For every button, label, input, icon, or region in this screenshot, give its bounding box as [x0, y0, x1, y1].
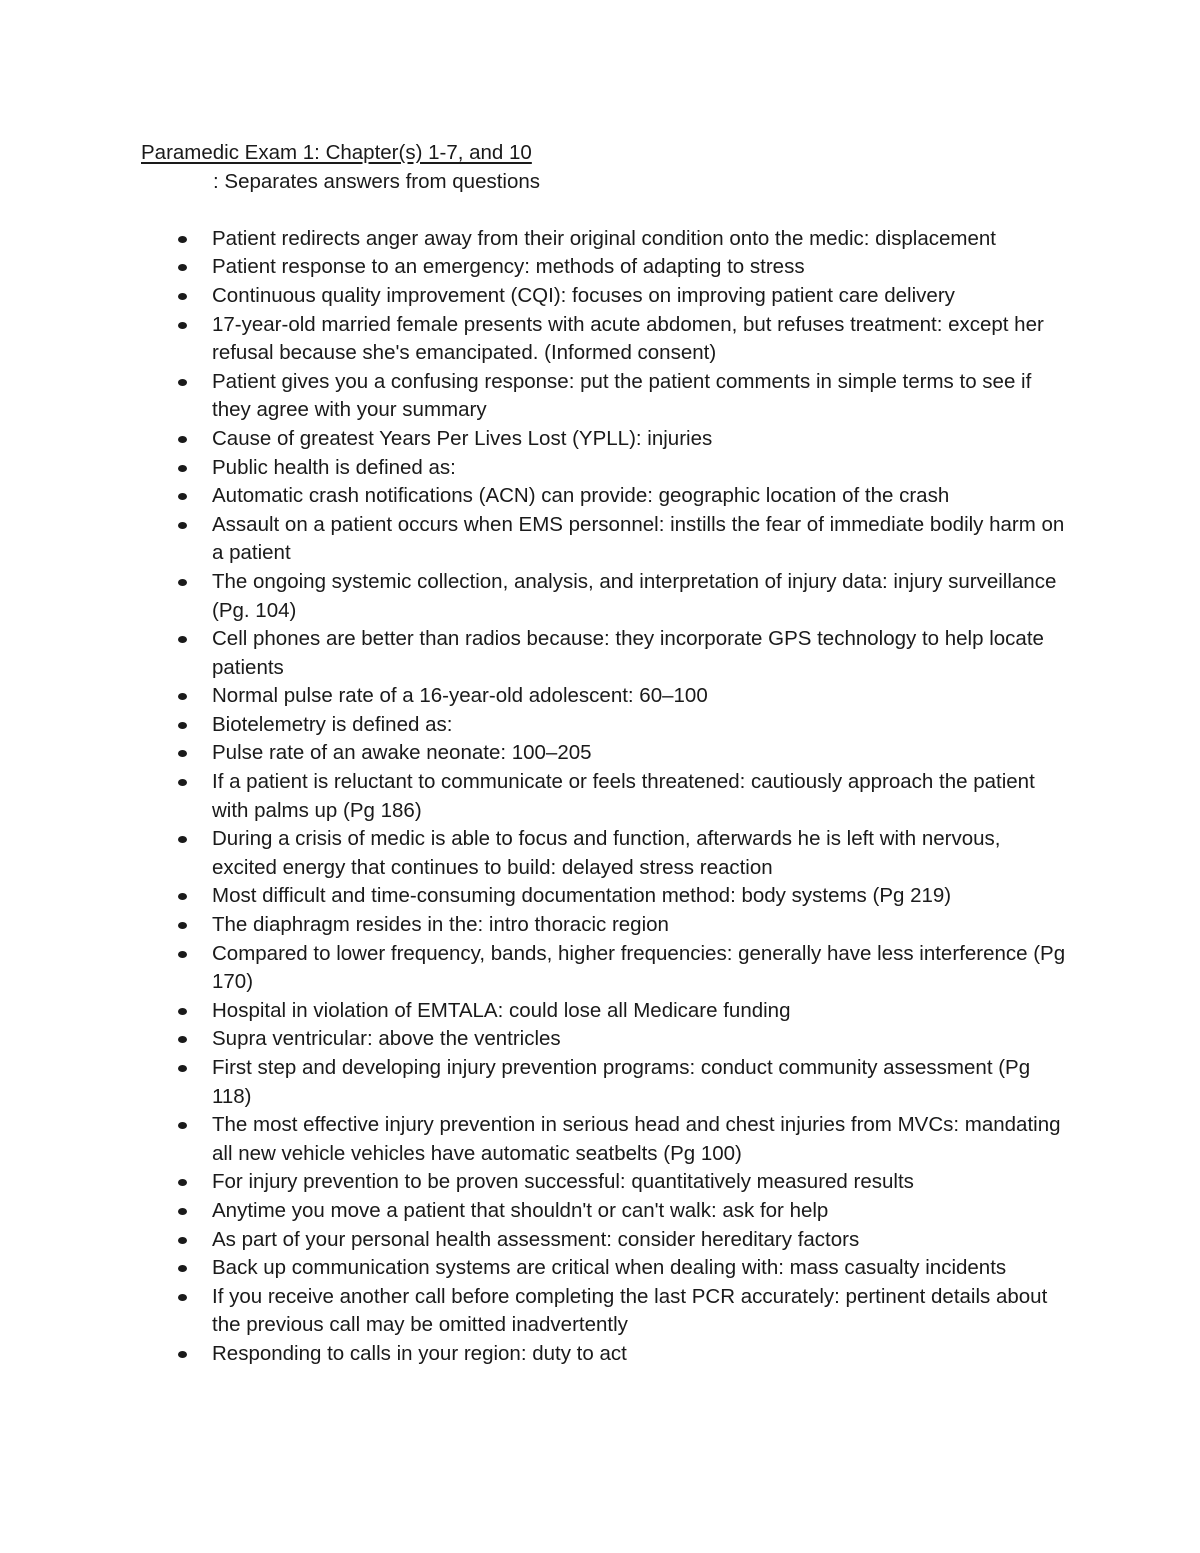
- list-item: [141, 1054, 1071, 1111]
- bullet-icon: [178, 836, 187, 843]
- bullet-icon: [178, 293, 187, 300]
- bullet-icon: [178, 693, 187, 700]
- list-item-text: Cell phones are better than radios because: they incorporate GPS technology to help locate patients: [212, 627, 1044, 679]
- list-item: [141, 625, 1071, 682]
- list-item: [141, 454, 1071, 483]
- list-item-text: Automatic crash notifications (ACN) can provide: geographic location of the crash: [212, 484, 950, 508]
- list-item: [141, 911, 1071, 940]
- bullet-icon: [178, 322, 187, 329]
- list-item: [141, 1340, 1071, 1369]
- bullet-icon: [178, 264, 187, 271]
- list-item-text: Back up communication systems are critical when dealing with: mass casualty incidents: [212, 1256, 1007, 1280]
- list-item: [141, 997, 1071, 1026]
- list-item: [141, 682, 1071, 711]
- list-item-text: If a patient is reluctant to communicate or feels threatened: cautiously approach the patient with palms up (Pg 186): [212, 770, 1035, 822]
- list-item: [141, 482, 1071, 511]
- bullet-icon: [178, 750, 187, 757]
- list-item: [141, 1254, 1071, 1283]
- bullet-icon: [178, 922, 187, 929]
- document-body: [141, 139, 1071, 1369]
- list-item-text: Normal pulse rate of a 16-year-old adolescent: 60–100: [212, 684, 708, 708]
- document-title: Paramedic Exam 1: Chapter(s) 1-7, and 10: [141, 141, 532, 164]
- list-item: [141, 1283, 1071, 1340]
- list-item-text: Patient response to an emergency: methods of adapting to stress: [212, 255, 805, 279]
- bullet-icon: [178, 1208, 187, 1215]
- bullet-icon: [178, 1265, 187, 1272]
- list-item-text: Compared to lower frequency, bands, higher frequencies: generally have less interference (Pg 170): [212, 941, 1066, 994]
- list-item-text: First step and developing injury prevention programs: conduct community assessment (Pg 118): [212, 1056, 1031, 1108]
- bullet-icon: [178, 1122, 187, 1129]
- bullet-icon: [178, 779, 187, 786]
- list-item-text: Supra ventricular: above the ventricles: [212, 1027, 561, 1051]
- list-item: [141, 1168, 1071, 1197]
- list-item: [141, 425, 1071, 454]
- list-item-text: The ongoing systemic collection, analysis, and interpretation of injury data: injury surveillance (Pg. 104): [212, 569, 1057, 622]
- list-item-text: For injury prevention to be proven successful: quantitatively measured results: [212, 1170, 914, 1194]
- question-answer-list: [141, 225, 1071, 1369]
- bullet-icon: [178, 1237, 187, 1244]
- bullet-icon: [178, 951, 187, 958]
- list-item-text: Responding to calls in your region: duty to act: [212, 1341, 627, 1365]
- bullet-icon: [178, 1008, 187, 1015]
- list-item-text: The diaphragm resides in the: intro thoracic region: [212, 913, 669, 937]
- list-item-text: Hospital in violation of EMTALA: could lose all Medicare funding: [212, 998, 791, 1022]
- bullet-icon: [178, 1351, 187, 1358]
- list-item: [141, 940, 1071, 997]
- bullet-icon: [178, 636, 187, 643]
- bullet-icon: [178, 379, 187, 386]
- list-item: [141, 768, 1071, 825]
- list-item: [141, 1111, 1071, 1168]
- list-item: [141, 282, 1071, 311]
- list-item-text: As part of your personal health assessment: consider hereditary factors: [212, 1227, 860, 1251]
- list-item-text: 17-year-old married female presents with acute abdomen, but refuses treatment: except her refusal because she's emancipated. (Informed consent): [212, 312, 1044, 365]
- list-item-text: Cause of greatest Years Per Lives Lost (YPLL): injuries: [212, 426, 713, 450]
- bullet-icon: [178, 579, 187, 586]
- list-item-text: Anytime you move a patient that shouldn't or can't walk: ask for help: [212, 1198, 829, 1222]
- bullet-icon: [178, 1065, 187, 1072]
- bullet-icon: [178, 493, 187, 500]
- list-item: [141, 1226, 1071, 1255]
- bullet-icon: [178, 722, 187, 729]
- list-item-text: Patient gives you a confusing response: put the patient comments in simple terms to see if they agree with your summary: [212, 369, 1032, 422]
- list-item: [141, 311, 1071, 368]
- list-item: [141, 739, 1071, 768]
- list-item-text: Assault on a patient occurs when EMS personnel: instills the fear of immediate bodily harm on a patient: [212, 512, 1065, 565]
- list-item: [141, 511, 1071, 568]
- list-item: [141, 711, 1071, 740]
- list-item: [141, 882, 1071, 911]
- bullet-icon: [178, 893, 187, 900]
- list-item: [141, 825, 1071, 882]
- list-item-text: Continuous quality improvement (CQI): focuses on improving patient care delivery: [212, 283, 955, 307]
- list-item: [141, 253, 1071, 282]
- bullet-icon: [178, 1294, 187, 1301]
- list-item-text: Public health is defined as:: [212, 455, 456, 479]
- bullet-icon: [178, 436, 187, 443]
- bullet-icon: [178, 522, 187, 529]
- list-item-text: During a crisis of medic is able to focus and function, afterwards he is left with nervous, excited energy that continues to build: delayed stress reaction: [212, 827, 1001, 879]
- list-item-text: Pulse rate of an awake neonate: 100–205: [212, 741, 592, 765]
- list-item-text: If you receive another call before completing the last PCR accurately: pertinent details about the previous call may be omitted inadvertently: [212, 1284, 1048, 1337]
- list-item: [141, 225, 1071, 254]
- list-item: [141, 368, 1071, 425]
- list-item: [141, 1025, 1071, 1054]
- list-item: [141, 568, 1071, 625]
- list-item-text: Biotelemetry is defined as:: [212, 712, 453, 736]
- list-item-text: Most difficult and time-consuming documentation method: body systems (Pg 219): [212, 884, 952, 908]
- list-item-text: The most effective injury prevention in serious head and chest injuries from MVCs: mandating all new vehicle vehicles have automatic seatbelts (Pg 100): [212, 1113, 1061, 1165]
- bullet-icon: [178, 465, 187, 472]
- bullet-icon: [178, 1036, 187, 1043]
- list-item: [141, 1197, 1071, 1226]
- document-subtitle: : Separates answers from questions: [213, 169, 541, 193]
- bullet-icon: [178, 236, 187, 243]
- list-item-text: Patient redirects anger away from their original condition onto the medic: displacement: [212, 226, 996, 250]
- bullet-icon: [178, 1179, 187, 1186]
